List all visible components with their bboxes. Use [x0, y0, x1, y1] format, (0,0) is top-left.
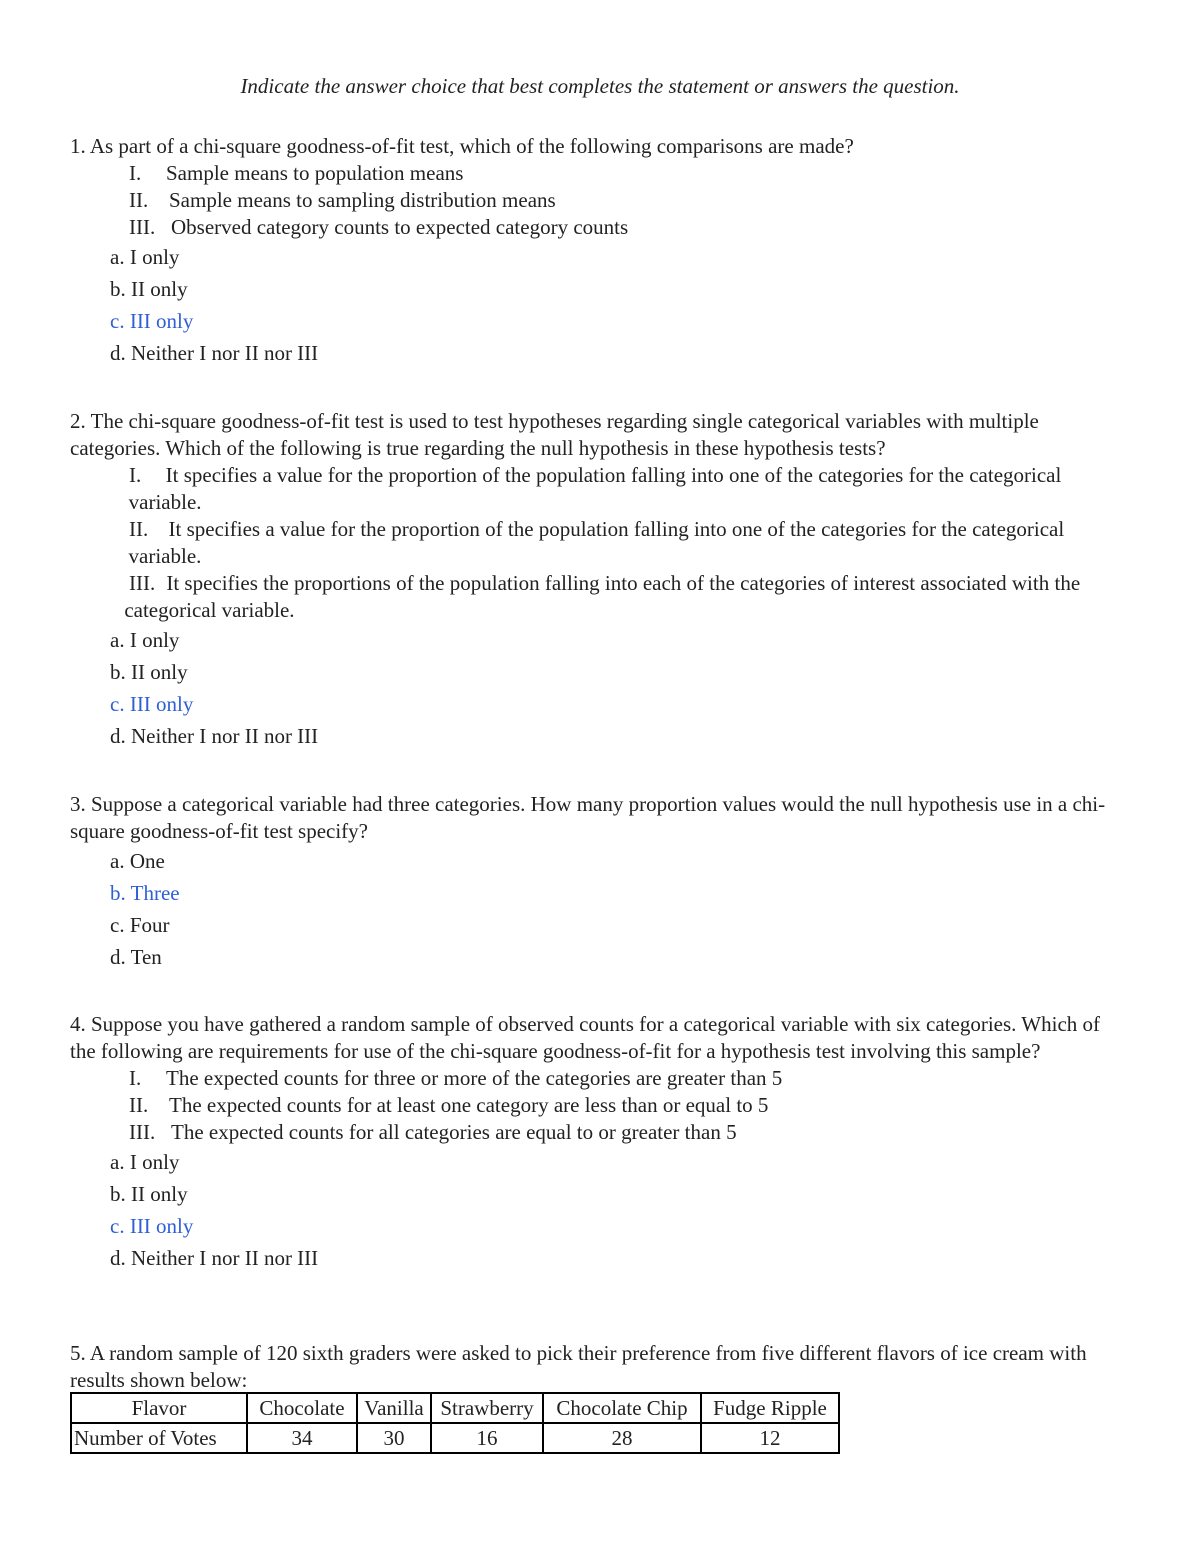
statement-text: The expected counts for all categories are equal to or greater than 5 [171, 1120, 737, 1144]
choice-a[interactable]: a. I only [110, 245, 180, 269]
statement-number: I. [129, 463, 142, 487]
choice-d[interactable]: d. Neither I nor II nor III [110, 1246, 319, 1270]
table-header-cell: Fudge Ripple [701, 1393, 839, 1423]
statement [129, 1119, 1130, 1146]
choice-a[interactable]: a. I only [110, 628, 180, 652]
choice-c[interactable]: c. Four [110, 913, 170, 937]
table-row-label: Number of Votes [71, 1423, 247, 1453]
choice-b[interactable]: b. II only [110, 1182, 188, 1206]
table-cell: 12 [701, 1423, 839, 1453]
question-stem: 2. The chi-square goodness-of-fit test is used to test hypotheses regarding single categorical variables with multiple categories. Which of the following is true regarding the null hypothesis in these hypothesis tests? [70, 409, 1039, 460]
table-cell: 30 [357, 1423, 431, 1453]
question-stem: 3. Suppose a categorical variable had three categories. How many proportion values would the null hypothesis use in a chi-square goodness-of-fit test specify? [70, 792, 1106, 843]
statement-number: III. [129, 215, 156, 239]
statement [129, 1092, 1130, 1119]
instructions: Indicate the answer choice that best completes the statement or answers the question. [240, 74, 960, 98]
choice-b[interactable]: b. II only [110, 277, 188, 301]
statement [129, 1065, 1130, 1092]
table-header-row [71, 1393, 839, 1423]
choice-d[interactable]: d. Neither I nor II nor III [110, 724, 319, 748]
statement-text: Sample means to population means [166, 161, 464, 185]
statement-text: It specifies the proportions of the population falling into each of the categories of interest associated with the categorical variable. [124, 571, 1081, 622]
statement-text: It specifies a value for the proportion of the population falling into one of the categories for the categorical variable. [128, 517, 1065, 568]
table-cell: 34 [247, 1423, 357, 1453]
answer-choices [110, 1146, 1130, 1274]
table-header-cell: Strawberry [431, 1393, 543, 1423]
choice-b-correct[interactable]: b. Three [110, 881, 180, 905]
question-1 [70, 133, 1130, 369]
statement-number: II. [129, 1093, 149, 1117]
statement [129, 160, 1130, 187]
choice-b[interactable]: b. II only [110, 660, 188, 684]
statement [129, 187, 1130, 214]
statement [129, 516, 1130, 570]
statement [129, 462, 1130, 516]
question-stem: 1. As part of a chi-square goodness-of-fit test, which of the following comparisons are made? [70, 134, 854, 158]
choice-a[interactable]: a. I only [110, 1150, 180, 1174]
question-stem: 5. A random sample of 120 sixth graders were asked to pick their preference from five different flavors of ice cream with results shown below: [70, 1341, 1087, 1392]
choice-c-correct[interactable]: c. III only [110, 309, 194, 333]
votes-table [70, 1392, 840, 1454]
statement-text: Sample means to sampling distribution means [169, 188, 556, 212]
table-cell: 16 [431, 1423, 543, 1453]
statement-list [129, 1065, 1130, 1146]
statement-number: III. [129, 1120, 156, 1144]
table-header-cell: Vanilla [357, 1393, 431, 1423]
statement-number: II. [129, 517, 149, 541]
choice-c-correct[interactable]: c. III only [110, 692, 194, 716]
statement-text: The expected counts for three or more of the categories are greater than 5 [166, 1066, 783, 1090]
answer-choices [110, 624, 1130, 752]
question-3 [70, 791, 1130, 973]
question-stem: 4. Suppose you have gathered a random sample of observed counts for a categorical variable with six categories. Which of the following are requirements for use of the chi-square goodness-of-fit for a hypothesis test involving this sample? [70, 1012, 1101, 1063]
statement-list [129, 160, 1130, 241]
statement-number: III. [129, 571, 156, 595]
answer-choices [110, 845, 1130, 973]
table-header-cell: Flavor [71, 1393, 247, 1423]
choice-c-correct[interactable]: c. III only [110, 1214, 194, 1238]
statement-number: I. [129, 1066, 142, 1090]
choice-a[interactable]: a. One [110, 849, 165, 873]
table-header-cell: Chocolate Chip [543, 1393, 701, 1423]
statement [129, 214, 1130, 241]
statement-list [124, 462, 1130, 624]
choice-d[interactable]: d. Neither I nor II nor III [110, 341, 319, 365]
statement-number: II. [129, 188, 149, 212]
statement [124, 570, 1130, 624]
question-4 [70, 1011, 1130, 1274]
statement-text: Observed category counts to expected category counts [171, 215, 629, 239]
statement-text: It specifies a value for the proportion of the population falling into one of the categories for the categorical variable. [128, 463, 1062, 514]
statement-number: I. [129, 161, 142, 185]
question-2 [70, 408, 1130, 752]
choice-d[interactable]: d. Ten [110, 945, 162, 969]
answer-choices [110, 241, 1130, 369]
question-5 [70, 1340, 1130, 1394]
table-row [71, 1423, 839, 1453]
table-cell: 28 [543, 1423, 701, 1453]
statement-text: The expected counts for at least one category are less than or equal to 5 [169, 1093, 769, 1117]
table-header-cell: Chocolate [247, 1393, 357, 1423]
